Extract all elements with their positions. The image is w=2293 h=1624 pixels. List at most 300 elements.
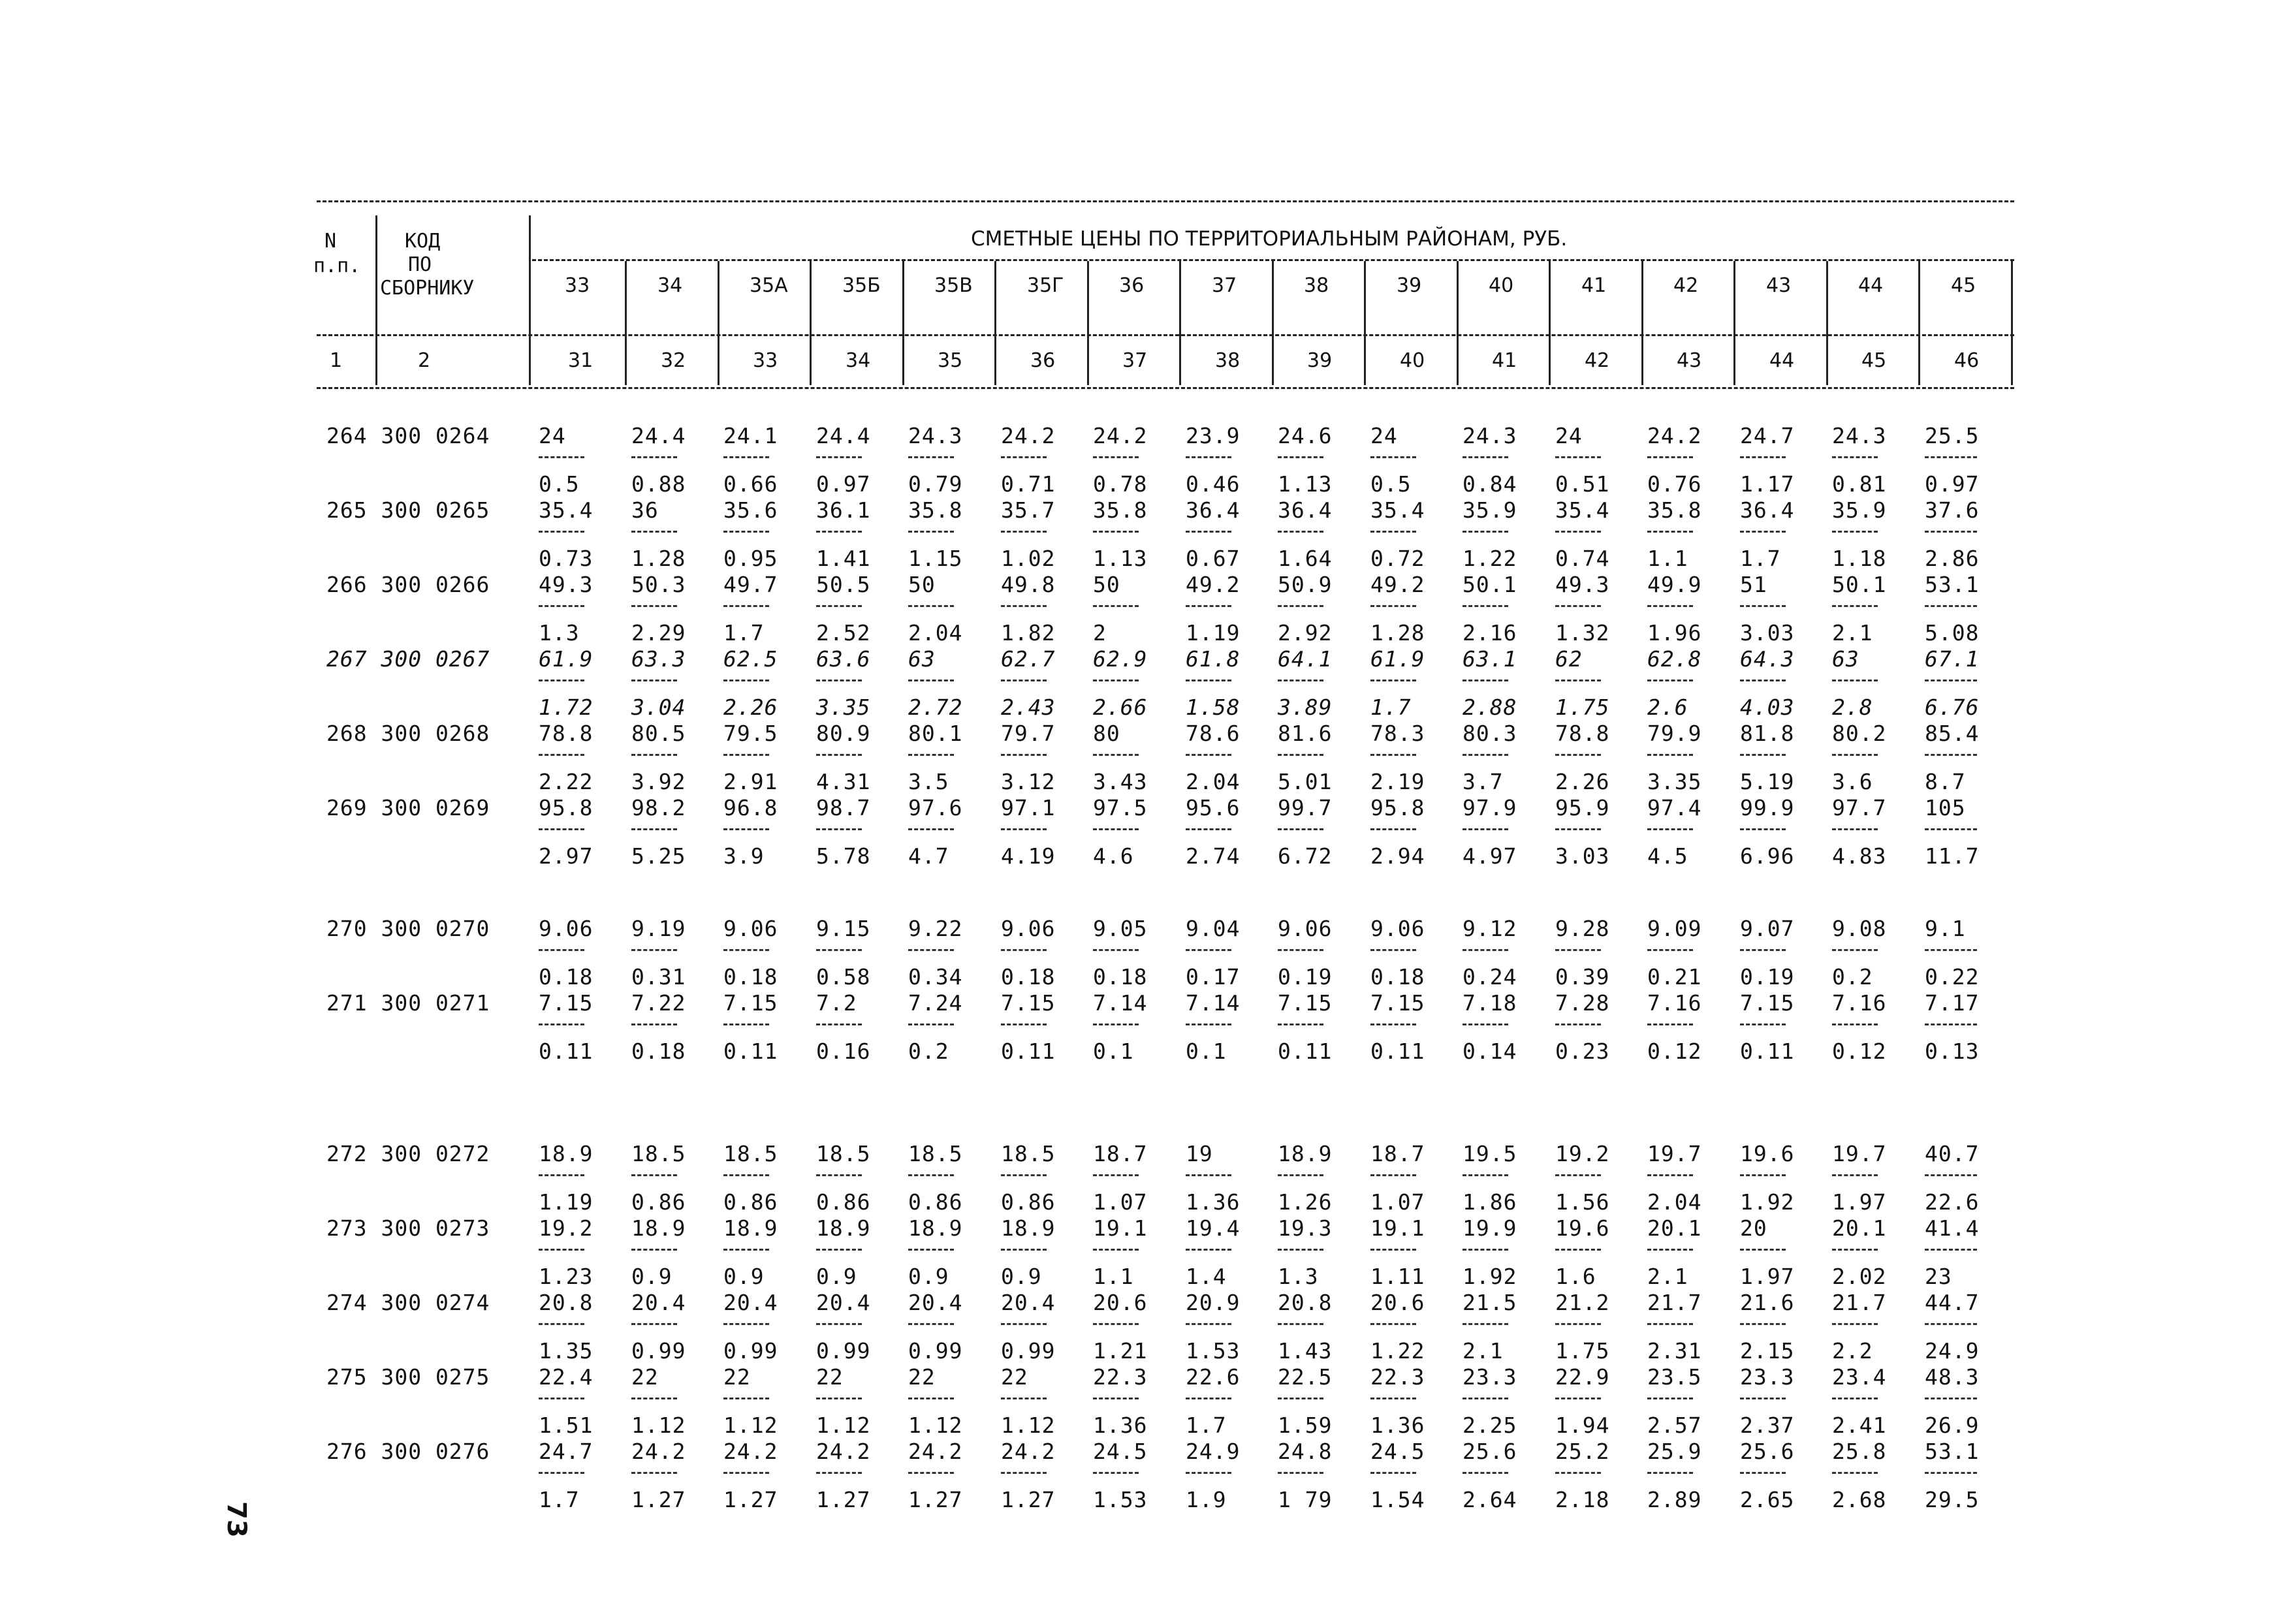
price-component: 0.18 [723,964,778,990]
price-component: 4.5 [1647,843,1688,869]
price-component: 0.5 [539,471,580,497]
price-component: 4.6 [1093,843,1134,869]
price-value: 24.2 [816,1439,871,1464]
price-component: 1.64 [1278,546,1333,571]
price-component: 1.7 [1370,695,1412,720]
price-component: 0.9 [816,1264,857,1289]
fraction-bar [1463,1249,1508,1251]
fraction-bar [1647,1323,1693,1325]
price-component: 0.19 [1740,964,1795,990]
price-value: 20.6 [1370,1290,1425,1315]
fraction-bar [1740,949,1786,951]
price-value: 7.15 [723,990,778,1016]
row-code: 274 300 0274 [326,1290,490,1315]
fraction-bar [1278,605,1323,607]
fraction-bar [539,1174,584,1176]
price-component: 1.58 [1186,695,1241,720]
row-code: 268 300 0268 [326,721,490,746]
price-component: 2.6 [1647,695,1688,720]
price-value: 50.1 [1832,572,1887,597]
fraction-bar [631,679,677,681]
price-component: 1.36 [1186,1189,1241,1215]
fraction-bar [539,1323,584,1325]
fraction-bar [1647,605,1693,607]
fraction-bar [1186,754,1231,756]
price-value: 19.6 [1555,1215,1610,1241]
row-code: 270 300 0270 [326,916,490,941]
price-component: 1.27 [631,1487,686,1512]
price-component: 0.5 [1370,471,1412,497]
price-component: 0.99 [816,1338,871,1364]
price-component: 1.54 [1370,1487,1425,1512]
fraction-bar [1278,1023,1323,1025]
fraction-bar [1925,1174,1977,1176]
price-component: 1.18 [1832,546,1887,571]
price-value: 80.2 [1832,721,1887,746]
price-component: 5.01 [1278,769,1333,794]
price-value: 53.1 [1925,1439,1980,1464]
price-component: 0.86 [908,1189,963,1215]
fraction-bar [723,531,769,533]
price-value: 18.5 [631,1141,686,1166]
header-district-8: 37 [1212,274,1237,297]
header-index-col-10: 40 [1400,349,1425,372]
price-value: 35.8 [1093,497,1148,523]
price-component: 1.59 [1278,1413,1333,1438]
price-component: 1.19 [539,1189,593,1215]
header-index-col-14: 44 [1769,349,1795,372]
fraction-bar [816,1398,862,1399]
price-value: 22.5 [1278,1364,1333,1390]
price-value: 62.7 [1001,646,1056,672]
price-component: 2.26 [1555,769,1610,794]
price-value: 19.9 [1463,1215,1517,1241]
header-district-6: 35Г [1027,274,1064,297]
fraction-bar [1832,754,1878,756]
fraction-bar [1278,531,1323,533]
fraction-bar [1186,1472,1231,1474]
fraction-bar [816,1472,862,1474]
price-component: 0.97 [816,471,871,497]
fraction-bar [1925,1249,1977,1251]
price-value: 24.3 [1832,423,1887,448]
header-group-title: СМЕТНЫЕ ЦЕНЫ ПО ТЕРРИТОРИАЛЬНЫМ РАЙОНАМ, РУБ. [971,227,1568,251]
header-district-13: 42 [1673,274,1699,297]
price-value: 81.6 [1278,721,1333,746]
price-component: 0.81 [1832,471,1887,497]
price-component: 1.3 [1278,1264,1319,1289]
price-value: 24.5 [1370,1439,1425,1464]
price-value: 22 [631,1364,659,1390]
fraction-bar [631,605,677,607]
price-component: 0.9 [908,1264,949,1289]
price-value: 18.9 [1001,1215,1056,1241]
price-component: 2.88 [1463,695,1517,720]
fraction-bar [631,828,677,830]
price-component: 2.2 [1832,1338,1873,1364]
fraction-bar [1278,456,1323,458]
fraction-bar [1001,1249,1047,1251]
price-value: 21.7 [1832,1290,1887,1315]
price-value: 19.2 [1555,1141,1610,1166]
fraction-bar [1093,949,1139,951]
price-component: 0.99 [631,1338,686,1364]
header-index-col-7: 37 [1122,349,1148,372]
fraction-bar [1093,1323,1139,1325]
price-value: 35.4 [539,497,593,523]
price-value: 50.9 [1278,572,1333,597]
price-value: 7.16 [1647,990,1702,1016]
header-col-sep [1733,261,1735,385]
fraction-bar [816,1249,862,1251]
header-index-2: 2 [418,349,431,372]
price-component: 0.11 [1370,1038,1425,1064]
price-value: 20.9 [1186,1290,1241,1315]
price-value: 25.5 [1925,423,1980,448]
header-col-sep [1272,261,1274,385]
price-value: 9.05 [1093,916,1148,941]
fraction-bar [1001,949,1047,951]
price-component: 1.75 [1555,1338,1610,1364]
fraction-bar [1555,679,1601,681]
price-value: 80.1 [908,721,963,746]
price-value: 49.9 [1647,572,1702,597]
price-component: 0.11 [1001,1038,1056,1064]
fraction-bar [1186,679,1231,681]
price-value: 98.2 [631,795,686,820]
price-value: 20.6 [1093,1290,1148,1315]
fraction-bar [631,754,677,756]
fraction-bar [1463,605,1508,607]
price-value: 63.1 [1463,646,1517,672]
fraction-bar [1925,754,1977,756]
price-value: 25.9 [1647,1439,1702,1464]
fraction-bar [816,679,862,681]
fraction-bar [1555,1023,1601,1025]
price-component: 2.1 [1463,1338,1504,1364]
fraction-bar [1555,456,1601,458]
price-component: 2.43 [1001,695,1056,720]
price-component: 1.4 [1186,1264,1227,1289]
price-component: 3.03 [1555,843,1610,869]
price-value: 81.8 [1740,721,1795,746]
price-value: 63 [1832,646,1859,672]
fraction-bar [1093,828,1139,830]
price-component: 2.65 [1740,1487,1795,1512]
price-component: 3.43 [1093,769,1148,794]
price-value: 19.1 [1370,1215,1425,1241]
price-value: 80.3 [1463,721,1517,746]
fraction-bar [723,456,769,458]
fraction-bar [908,828,954,830]
price-value: 9.07 [1740,916,1795,941]
price-value: 18.9 [539,1141,593,1166]
header-col-sep [1087,261,1089,385]
price-component: 5.78 [816,843,871,869]
price-component: 1.97 [1832,1189,1887,1215]
fraction-bar [1925,1398,1977,1399]
price-component: 1.3 [539,620,580,646]
fraction-bar [1093,1472,1139,1474]
fraction-bar [1647,949,1693,951]
fraction-bar [1278,1323,1323,1325]
price-component: 1.27 [1001,1487,1056,1512]
fraction-bar [1740,531,1786,533]
price-value: 22 [723,1364,751,1390]
price-value: 9.04 [1186,916,1241,941]
price-value: 22.3 [1370,1364,1425,1390]
price-value: 49.8 [1001,572,1056,597]
price-value: 24.3 [1463,423,1517,448]
fraction-bar [1555,754,1601,756]
fraction-bar [1370,949,1416,951]
price-value: 21.2 [1555,1290,1610,1315]
price-component: 2.29 [631,620,686,646]
header-district-1: 33 [565,274,590,297]
price-component: 1.21 [1093,1338,1148,1364]
fraction-bar [539,754,584,756]
price-value: 79.5 [723,721,778,746]
header-col-sep [1179,261,1181,385]
fraction-bar [1832,531,1878,533]
price-component: 2.86 [1925,546,1980,571]
header-district-4: 35Б [842,274,881,297]
price-component: 1.41 [816,546,871,571]
price-value: 9.06 [1370,916,1425,941]
price-value: 18.9 [816,1215,871,1241]
price-value: 22.3 [1093,1364,1148,1390]
fraction-bar [539,1472,584,1474]
header-sep-kod [529,215,531,385]
price-value: 21.7 [1647,1290,1702,1315]
price-value: 62.9 [1093,646,1148,672]
fraction-bar [1186,456,1231,458]
price-component: 0.99 [908,1338,963,1364]
fraction-bar [631,1023,677,1025]
price-value: 36.4 [1278,497,1333,523]
price-component: 23 [1925,1264,1952,1289]
price-component: 24.9 [1925,1338,1980,1364]
fraction-bar [723,679,769,681]
price-component: 1.96 [1647,620,1702,646]
price-component: 1 79 [1278,1487,1333,1512]
price-component: 1.19 [1186,620,1241,646]
header-n: N [324,230,337,253]
fraction-bar [631,1472,677,1474]
price-value: 24.2 [631,1439,686,1464]
price-component: 1.12 [723,1413,778,1438]
price-value: 20.4 [1001,1290,1056,1315]
row-code: 271 300 0271 [326,990,490,1016]
price-component: 1.22 [1463,546,1517,571]
price-component: 2.19 [1370,769,1425,794]
fraction-bar [1647,1249,1693,1251]
price-value: 9.08 [1832,916,1887,941]
fraction-bar [1832,456,1878,458]
fraction-bar [1740,1398,1786,1399]
price-value: 20 [1740,1215,1767,1241]
price-value: 97.4 [1647,795,1702,820]
fraction-bar [1555,1398,1601,1399]
fraction-bar [1370,456,1416,458]
price-value: 61.9 [539,646,593,672]
price-component: 1.07 [1370,1189,1425,1215]
price-component: 1.51 [539,1413,593,1438]
price-component: 1.9 [1186,1487,1227,1512]
header-bottom-rule [317,387,2014,389]
price-value: 50.1 [1463,572,1517,597]
fraction-bar [539,605,584,607]
fraction-bar [1370,1472,1416,1474]
price-value: 50 [1093,572,1120,597]
price-value: 36.4 [1740,497,1795,523]
fraction-bar [539,1398,584,1399]
price-value: 24.4 [816,423,871,448]
price-component: 0.13 [1925,1038,1980,1064]
fraction-bar [1463,1174,1508,1176]
price-component: 1.12 [908,1413,963,1438]
header-district-11: 40 [1489,274,1514,297]
price-component: 1.43 [1278,1338,1333,1364]
header-sbornik: СБОРНИКУ [380,277,475,300]
price-value: 24.2 [1001,1439,1056,1464]
price-component: 1.26 [1278,1189,1333,1215]
price-value: 35.4 [1370,497,1425,523]
fraction-bar [1740,1174,1786,1176]
header-index-col-6: 36 [1030,349,1056,372]
price-value: 35.6 [723,497,778,523]
fraction-bar [816,605,862,607]
header-index-col-12: 42 [1585,349,1610,372]
price-value: 25.6 [1463,1439,1517,1464]
fraction-bar [1093,531,1139,533]
price-component: 2.89 [1647,1487,1702,1512]
price-value: 20.1 [1832,1215,1887,1241]
header-col-sep [1364,261,1366,385]
price-value: 37.6 [1925,497,1980,523]
header-col-sep [1826,261,1828,385]
price-component: 0.2 [1832,964,1873,990]
price-value: 20.4 [631,1290,686,1315]
price-component: 0.73 [539,546,593,571]
fraction-bar [1647,828,1693,830]
header-index-col-11: 41 [1492,349,1517,372]
price-value: 9.09 [1647,916,1702,941]
fraction-bar [1647,679,1693,681]
price-value: 62.5 [723,646,778,672]
price-value: 24.8 [1278,1439,1333,1464]
fraction-bar [816,1023,862,1025]
price-value: 85.4 [1925,721,1980,746]
header-sep-n [375,215,377,385]
price-value: 9.06 [539,916,593,941]
price-component: 4.03 [1740,695,1795,720]
price-component: 0.17 [1186,964,1241,990]
fraction-bar [1093,605,1139,607]
fraction-bar [1555,531,1601,533]
price-component: 1.13 [1278,471,1333,497]
price-component: 0.18 [539,964,593,990]
price-value: 9.06 [723,916,778,941]
price-value: 95.8 [539,795,593,820]
price-component: 0.71 [1001,471,1056,497]
price-component: 0.1 [1186,1038,1227,1064]
price-value: 20.4 [723,1290,778,1315]
price-component: 1.1 [1647,546,1688,571]
price-component: 0.9 [723,1264,765,1289]
price-component: 1.32 [1555,620,1610,646]
price-component: 2.97 [539,843,593,869]
price-value: 49.3 [539,572,593,597]
fraction-bar [1832,1398,1878,1399]
header-kod: КОД [405,230,441,253]
price-value: 18.9 [631,1215,686,1241]
header-index-col-13: 43 [1677,349,1702,372]
fraction-bar [1278,754,1323,756]
fraction-bar [1278,828,1323,830]
header-district-10: 39 [1397,274,1422,297]
price-value: 19.7 [1832,1141,1887,1166]
fraction-bar [816,754,862,756]
fraction-bar [908,531,954,533]
fraction-bar [631,531,677,533]
fraction-bar [1925,828,1977,830]
price-component: 0.24 [1463,964,1517,990]
price-component: 1.82 [1001,620,1056,646]
header-index-col-8: 38 [1215,349,1241,372]
price-component: 0.39 [1555,964,1610,990]
fraction-bar [1463,1398,1508,1399]
price-component: 2.66 [1093,695,1148,720]
fraction-bar [908,1472,954,1474]
price-value: 23.9 [1186,423,1241,448]
fraction-bar [631,1398,677,1399]
fraction-bar [1925,1023,1977,1025]
price-value: 40.7 [1925,1141,1980,1166]
price-component: 6.96 [1740,843,1795,869]
header-index-col-15: 45 [1861,349,1887,372]
fraction-bar [1463,828,1508,830]
fraction-bar [1186,1023,1231,1025]
price-component: 2.57 [1647,1413,1702,1438]
price-value: 49.3 [1555,572,1610,597]
price-value: 49.7 [723,572,778,597]
price-value: 19.2 [539,1215,593,1241]
price-value: 24.2 [723,1439,778,1464]
price-component: 2.04 [1186,769,1241,794]
fraction-bar [1832,1023,1878,1025]
price-value: 36.1 [816,497,871,523]
price-value: 51 [1740,572,1767,597]
price-component: 3.89 [1278,695,1333,720]
fraction-bar [1093,1398,1139,1399]
price-value: 9.28 [1555,916,1610,941]
price-component: 2.92 [1278,620,1333,646]
fraction-bar [1186,828,1231,830]
price-component: 2.15 [1740,1338,1795,1364]
price-value: 7.15 [1370,990,1425,1016]
price-component: 0.11 [1740,1038,1795,1064]
price-value: 63.6 [816,646,871,672]
fraction-bar [1740,1023,1786,1025]
price-value: 44.7 [1925,1290,1980,1315]
fraction-bar [1925,1323,1977,1325]
price-component: 1.97 [1740,1264,1795,1289]
header-col-sep [810,261,812,385]
price-value: 99.9 [1740,795,1795,820]
fraction-bar [1463,456,1508,458]
fraction-bar [723,1023,769,1025]
